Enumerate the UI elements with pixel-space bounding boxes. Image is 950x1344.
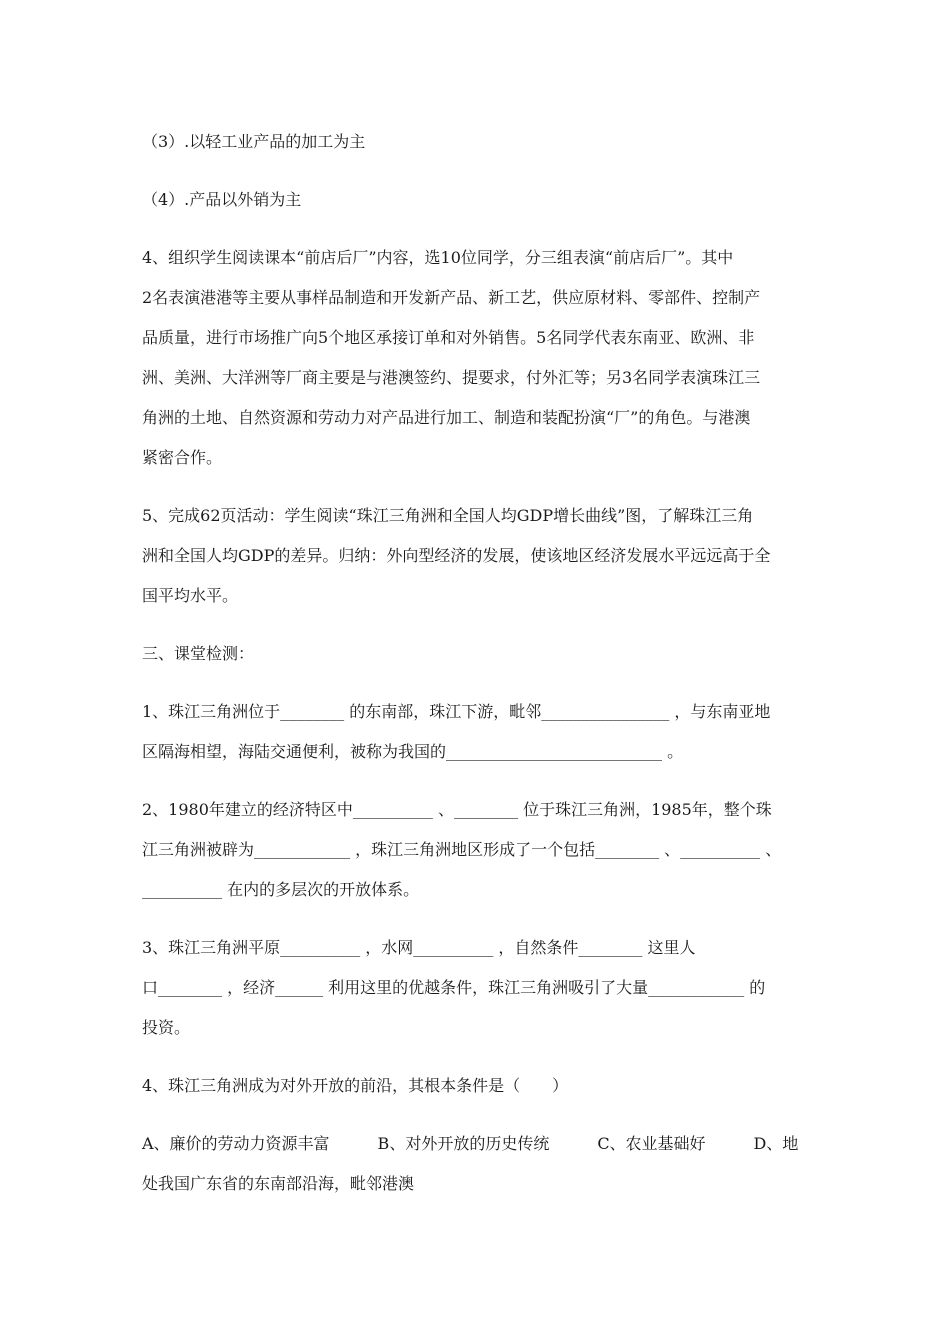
text-line: （3）.以轻工业产品的加工为主 [142, 132, 366, 151]
text-line: 2名表演港港等主要从事样品制造和开发新产品、新工艺，供应原材料、零部件、控制产 [142, 288, 761, 307]
question-line: 4、珠江三角洲成为对外开放的前沿，其根本条件是（ ） [142, 1076, 569, 1095]
text-line: 角洲的土地、自然资源和劳动力对产品进行加工、制造和装配扮演“厂”的角色。与港澳 [142, 408, 751, 427]
text-line: 5、完成62页活动：学生阅读“珠江三角洲和全国人均GDP增长曲线”图，了解珠江三角 [142, 506, 754, 525]
question-line: 投资。 [142, 1018, 191, 1037]
text-line: 洲和全国人均GDP的差异。归纳：外向型经济的发展，使该地区经济发展水平远远高于全 [142, 546, 771, 565]
answer-options: A、廉价的劳动力资源丰富 B、对外开放的历史传统 C、农业基础好 D、地 [142, 1134, 799, 1153]
question-line: 区隔海相望，海陆交通便利，被称为我国的___________________________ 。 [142, 742, 684, 761]
answer-options: 处我国广东省的东南部沿海，毗邻港澳 [142, 1174, 415, 1193]
question-line: 3、珠江三角洲平原__________ ，水网__________ ，自然条件________ 这里人 [142, 938, 696, 957]
question-line: 1、珠江三角洲位于________ 的东南部，珠江下游，毗邻________________ ，与东南亚地 [142, 702, 771, 721]
text-line: 4、组织学生阅读课本“前店后厂”内容，选10位同学，分三组表演“前店后厂”。其中 [142, 248, 734, 267]
question-line: __________ 在内的多层次的开放体系。 [142, 880, 420, 899]
document-page [142, 122, 810, 1204]
text-line: 洲、美洲、大洋洲等厂商主要是与港澳签约、提要求，付外汇等；另3名同学表演珠江三 [142, 368, 761, 387]
question-line: 江三角洲被辟为____________ ，珠江三角洲地区形成了一个包括________ 、__________ 、 [142, 840, 782, 859]
text-line: 国平均水平。 [142, 586, 239, 605]
text-line: 紧密合作。 [142, 448, 223, 467]
section-heading: 三、课堂检测： [142, 644, 255, 663]
text-line: （4）.产品以外销为主 [142, 190, 302, 209]
text-line: 品质量，进行市场推广向5个地区承接订单和对外销售。5名同学代表东南亚、欧洲、非 [142, 328, 755, 347]
question-line: 2、1980年建立的经济特区中__________ 、________ 位于珠江三角洲，1985年，整个珠 [142, 800, 772, 819]
question-line: 口________ ，经济______ 利用这里的优越条件，珠江三角洲吸引了大量____________ 的 [142, 978, 766, 997]
